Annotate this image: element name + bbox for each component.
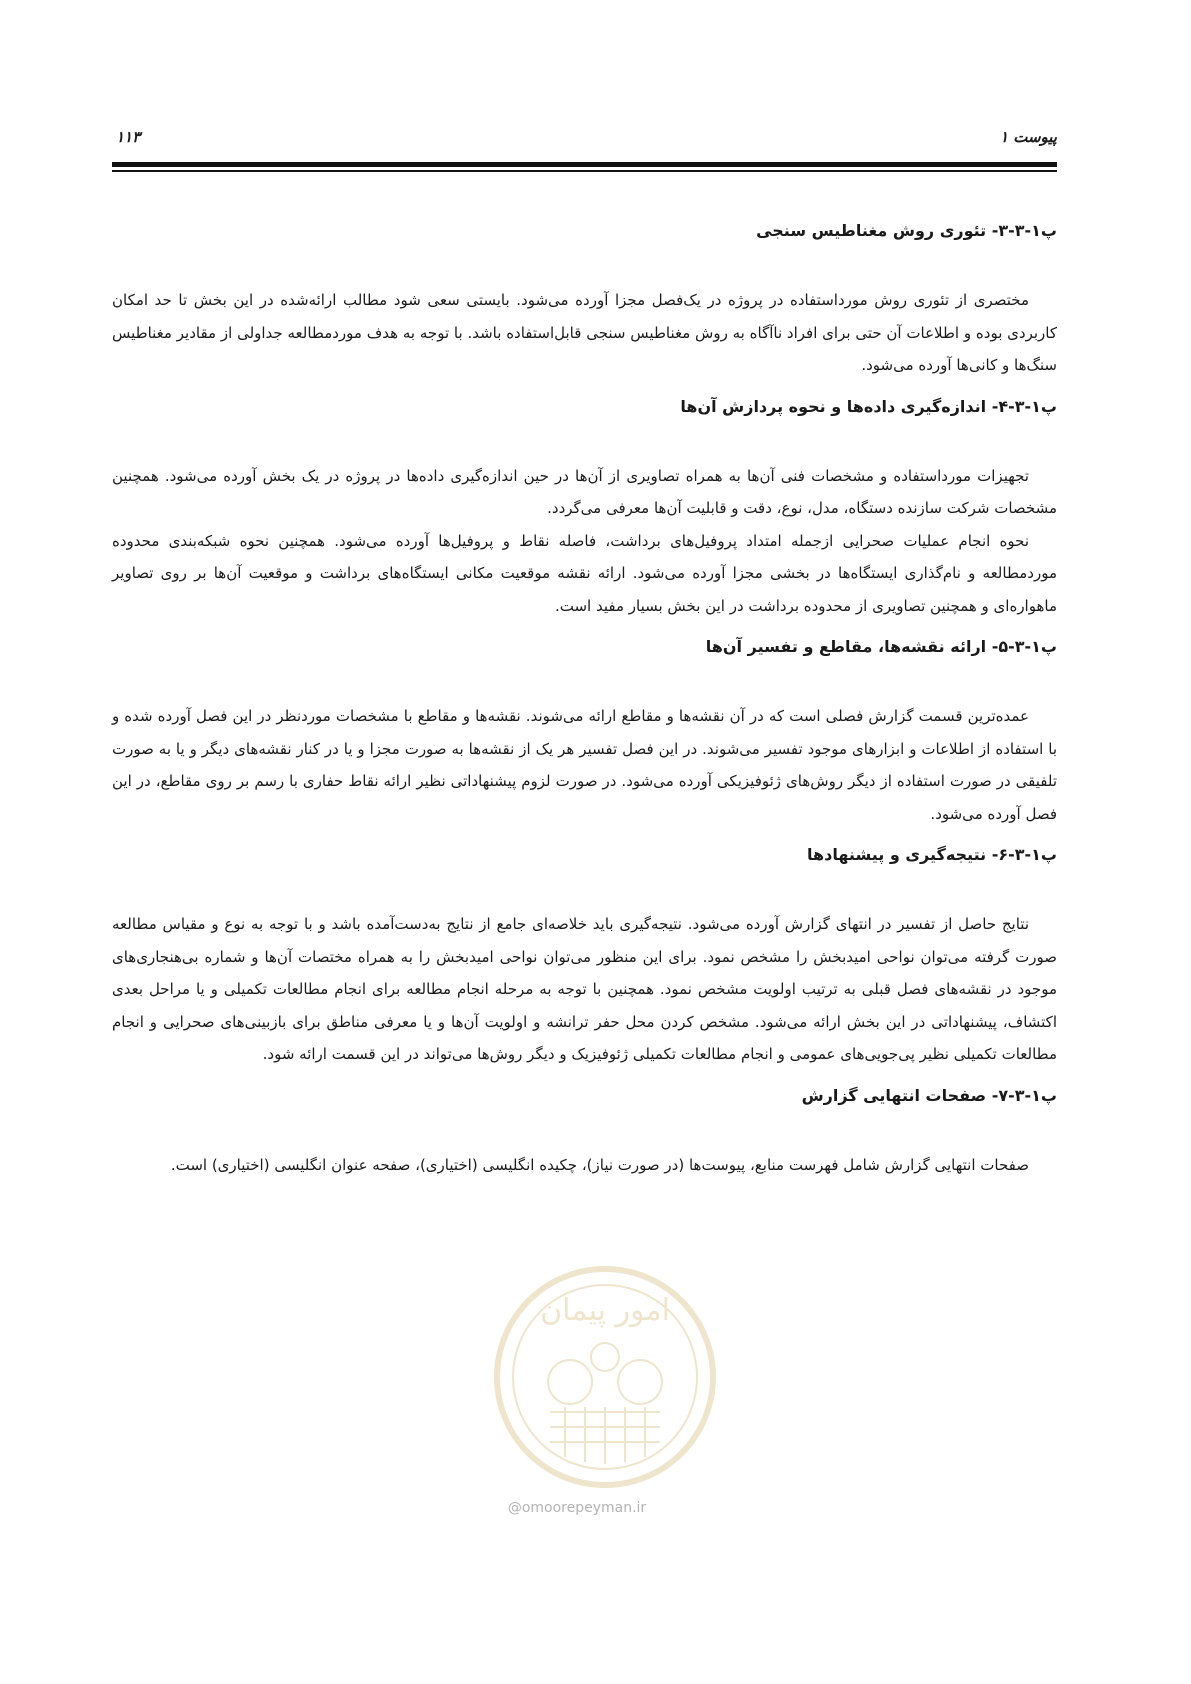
section-body — [112, 700, 1057, 830]
section-heading: پ۱-۳-۴- اندازه‌گیری داده‌ها و نحوه پردازش آن‌ها — [680, 396, 1057, 416]
document-body — [112, 216, 1057, 1181]
paragraph: صفحات انتهایی گزارش شامل فهرست منابع، پیوست‌ها (در صورت نیاز)، چکیده انگلیسی (اختیاری)، صفحه عنوان انگلیسی (اختیاری) است. — [170, 1155, 1029, 1174]
section-heading: پ۱-۳-۵- ارائه نقشه‌ها، مقاطع و تفسیر آن‌ها — [705, 637, 1057, 656]
page-number: ۱۱۳ — [116, 128, 141, 146]
section-body — [112, 284, 1057, 382]
header-rule-thin — [112, 170, 1057, 172]
watermark-seal-icon — [490, 1262, 720, 1492]
section-heading: پ۱-۳-۶- نتیجه‌گیری و پیشنهادها — [807, 845, 1057, 864]
paragraph: نحوه انجام عملیات صحرایی ازجمله امتداد پروفیل‌های برداشت، فاصله نقاط و پروفیل‌ها آورده می‌شود. همچنین نحوه شبکه‌بندی محدوده موردمطالعه و نام‌گذاری ایستگاه‌ها در بخشی مجزا آورده می‌شود. ارائه نقشه موقعیت مکانی ایستگاه‌های برداشت و موقعیت آن‌ها بر روی تصاویر ماهواره‌ای و همچنین تصاویری از محدوده برداشت در این بخش بسیار مفید است. — [112, 531, 1057, 615]
section-heading: پ۱-۳-۷- صفحات انتهایی گزارش — [801, 1085, 1057, 1105]
watermark-url: @omoorepeyman.ir — [507, 1500, 647, 1516]
paragraph: مختصری از تئوری روش مورداستفاده در پروژه در یک‌فصل مجزا آورده می‌شود. بایستی سعی شود مطالب ارائه‌شده در این بخش تا حد امکان کاربردی بوده و اطلاعات آن حتی برای افراد ناآگاه به روش مغناطیس سنجی قابل‌استفاده باشد. با توجه به هدف موردمطالعه جداولی از مقادیر مغناطیس سنگ‌ها و کانی‌ها آورده می‌شود. — [112, 291, 1057, 374]
watermark-seal-text: امور پیمان — [540, 1293, 670, 1328]
section-heading: پ۱-۳-۳- تئوری روش مغناطیس سنجی — [756, 221, 1057, 240]
section-body — [112, 908, 1057, 1071]
page-header — [112, 128, 1057, 154]
paragraph: عمده‌ترین قسمت گزارش فصلی است که در آن نقشه‌ها و مقاطع ارائه می‌شوند. نقشه‌ها و مقاطع با مشخصات موردنظر در این فصل آورده شده و با استفاده از اطلاعات و ابزارهای موجود تفسیر می‌شوند. در این فصل تفسیر هر یک از نقشه‌ها به صورت مجزا و یا در کنار نقشه‌های دیگر و یا به صورت تلفیقی در صورت استفاده از دیگر روش‌های ژئوفیزیکی آورده می‌شود. در صورت لزوم پیشنهاداتی نظیر ارائه نقاط حفاری با رسم بر روی مقاطع، در این فصل آورده می‌شود. — [112, 707, 1057, 823]
header-title: پیوست ۱ — [999, 128, 1057, 146]
section-body — [112, 460, 1057, 623]
paragraph: نتایج حاصل از تفسیر در انتهای گزارش آورده می‌شود. نتیجه‌گیری باید خلاصه‌ای جامع از نتایج به‌دست‌آمده باشد و با توجه به نوع و مقیاس مطالعه صورت گرفته می‌توان نواحی امیدبخش را مشخص نمود. برای این منظور می‌توان نواحی امیدبخش را به همراه مختصات آن‌ها و شماره بی‌هنجاری‌های موجود در نقشه‌های فصل قبلی به ترتیب اولویت مشخص نمود. همچنین با توجه به مرحله انجام مطالعه برای انجام مطالعات تکمیلی و یا مراحل بعدی اکتشاف، پیشنهاداتی در این بخش ارائه می‌شود. مشخص کردن محل حفر ترانشه و اولویت آن‌ها و یا معرفی مناطق برای بازبینی‌های صحرایی و انجام مطالعات تکمیلی نظیر پی‌جویی‌های عمومی و انجام مطالعات تکمیلی ژئوفیزیک و دیگر روش‌ها می‌تواند در این قسمت ارائه شود. — [112, 915, 1057, 1063]
section-body — [112, 1149, 1057, 1182]
header-rule-thick — [112, 162, 1057, 167]
paragraph: تجهیزات مورداستفاده و مشخصات فنی آن‌ها به همراه تصاویری از آن‌ها در حین اندازه‌گیری داده‌ها در پروژه در یک بخش آورده می‌شود. همچنین مشخصات شرکت سازنده دستگاه، مدل، نوع، دقت و قابلیت آن‌ها معرفی می‌گردد. — [112, 466, 1057, 517]
